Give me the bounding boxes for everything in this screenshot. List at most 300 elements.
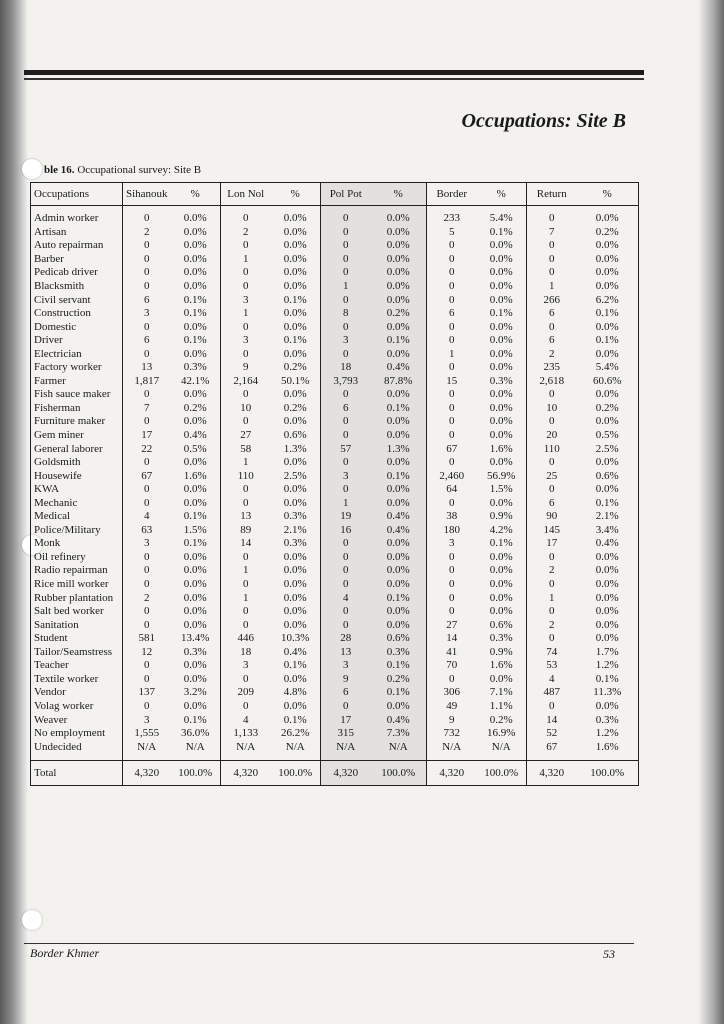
table-row: [31, 361, 639, 375]
percent-cell: 0.0%: [283, 483, 307, 496]
column-header-pct: %: [171, 183, 221, 206]
total-cell: 4,320: [221, 760, 271, 785]
count-cell: 3: [321, 469, 371, 483]
table-row: [31, 496, 639, 510]
percent-cell: 0.0%: [183, 320, 207, 333]
count-cell: 0: [123, 483, 171, 497]
count-cell: 4: [527, 673, 577, 687]
percent-cell: 0.1%: [371, 402, 427, 416]
count-cell: 27: [221, 429, 271, 443]
table-row: [31, 280, 639, 294]
percent-cell: 16.9%: [487, 727, 516, 740]
percent-cell: 1.7%: [595, 645, 619, 658]
percent-cell: 0.0%: [183, 483, 207, 496]
percent-cell: 0.0%: [283, 239, 307, 252]
count-cell: 0: [321, 266, 371, 280]
count-cell: 0: [123, 659, 171, 673]
percent-cell: 0.0%: [371, 347, 427, 361]
percent-cell: 0.0%: [183, 550, 207, 563]
column-header-pct: %: [477, 183, 527, 206]
percent-cell: 3.4%: [595, 523, 619, 536]
percent-cell: 0.3%: [183, 361, 207, 374]
percent-cell: 0.3%: [489, 374, 513, 387]
table-row: [31, 293, 639, 307]
occupation-cell: Rubber plantation: [34, 591, 114, 604]
percent-cell: 0.1%: [283, 293, 307, 306]
table-row: [31, 673, 639, 687]
percent-cell: 0.0%: [595, 388, 619, 401]
count-cell: 2,460: [427, 469, 477, 483]
occupation-cell: Electrician: [34, 347, 82, 360]
percent-cell: 0.0%: [283, 672, 307, 685]
count-cell: 74: [527, 646, 577, 660]
count-cell: 20: [527, 429, 577, 443]
count-cell: 0: [123, 700, 171, 714]
count-cell: 0: [123, 496, 171, 510]
count-cell: 0: [427, 415, 477, 429]
percent-cell: 3.2%: [183, 686, 207, 699]
percent-cell: 0.1%: [489, 537, 513, 550]
occupation-cell: General laborer: [34, 442, 103, 455]
occupation-cell: Textile worker: [34, 672, 99, 685]
table-row: [31, 618, 639, 632]
count-cell: 235: [527, 361, 577, 375]
count-cell: 67: [527, 740, 577, 754]
count-cell: 6: [527, 334, 577, 348]
count-cell: 0: [221, 239, 271, 253]
percent-cell: 0.0%: [283, 618, 307, 631]
count-cell: 0: [321, 347, 371, 361]
count-cell: 0: [221, 483, 271, 497]
percent-cell: 0.0%: [371, 456, 427, 470]
percent-cell: 0.6%: [371, 632, 427, 646]
percent-cell: 4.8%: [283, 686, 307, 699]
occupation-cell: Radio repairman: [34, 564, 108, 577]
percent-cell: 0.1%: [595, 496, 619, 509]
percent-cell: 0.0%: [595, 550, 619, 563]
occupation-cell: Furniture maker: [34, 415, 106, 428]
table-row: [31, 510, 639, 524]
table-row: [31, 429, 639, 443]
percent-cell: 0.0%: [371, 483, 427, 497]
count-cell: 0: [123, 266, 171, 280]
occupation-cell: Domestic: [34, 320, 77, 333]
count-cell: 0: [427, 266, 477, 280]
percent-cell: 0.3%: [283, 537, 307, 550]
percent-cell: 0.0%: [489, 361, 513, 374]
count-cell: 6: [527, 496, 577, 510]
percent-cell: 0.6%: [489, 618, 513, 631]
table-row: [31, 578, 639, 592]
count-cell: 3: [123, 713, 171, 727]
percent-cell: 0.5%: [595, 429, 619, 442]
count-cell: 0: [221, 280, 271, 294]
count-cell: 0: [123, 212, 171, 226]
count-cell: 10: [221, 402, 271, 416]
percent-cell: 11.3%: [593, 686, 622, 699]
count-cell: 0: [221, 415, 271, 429]
percent-cell: 0.4%: [371, 361, 427, 375]
percent-cell: 0.0%: [371, 605, 427, 619]
table-row: [31, 320, 639, 334]
count-cell: 4: [123, 510, 171, 524]
count-cell: 14: [527, 713, 577, 727]
count-cell: 1: [321, 496, 371, 510]
percent-cell: 1.1%: [489, 699, 513, 712]
count-cell: 0: [123, 551, 171, 565]
count-cell: 0: [527, 605, 577, 619]
percent-cell: 26.2%: [281, 727, 310, 740]
percent-cell: 0.0%: [283, 252, 307, 265]
occupation-table: [30, 182, 639, 786]
count-cell: 0: [427, 388, 477, 402]
count-cell: 0: [123, 239, 171, 253]
count-cell: 0: [321, 564, 371, 578]
percent-cell: 0.0%: [283, 496, 307, 509]
percent-cell: 5.4%: [489, 212, 513, 225]
percent-cell: 1.6%: [595, 740, 619, 753]
count-cell: 0: [427, 280, 477, 294]
percent-cell: 0.0%: [183, 456, 207, 469]
count-cell: 10: [527, 402, 577, 416]
total-cell: 4,320: [527, 760, 577, 785]
table-row: [31, 347, 639, 361]
percent-cell: 0.1%: [183, 307, 207, 320]
percent-cell: N/A: [185, 740, 205, 753]
count-cell: 17: [123, 429, 171, 443]
table-row: [31, 632, 639, 646]
footer-rule: [24, 943, 634, 944]
percent-cell: 0.0%: [489, 347, 513, 360]
count-cell: 3: [321, 334, 371, 348]
percent-cell: 0.0%: [371, 578, 427, 592]
percent-cell: 0.0%: [283, 266, 307, 279]
count-cell: 3: [321, 659, 371, 673]
percent-cell: 0.0%: [489, 239, 513, 252]
percent-cell: 0.0%: [183, 591, 207, 604]
count-cell: 6: [123, 334, 171, 348]
occupation-cell: Mechanic: [34, 496, 78, 509]
count-cell: 145: [527, 524, 577, 538]
percent-cell: 0.1%: [283, 713, 307, 726]
percent-cell: 1.3%: [371, 442, 427, 456]
count-cell: 9: [221, 361, 271, 375]
percent-cell: 2.1%: [595, 510, 619, 523]
count-cell: 1: [221, 456, 271, 470]
count-cell: 306: [427, 686, 477, 700]
percent-cell: 7.3%: [371, 727, 427, 741]
count-cell: 487: [527, 686, 577, 700]
percent-cell: 0.1%: [489, 225, 513, 238]
count-cell: 0: [527, 320, 577, 334]
percent-cell: 0.0%: [183, 239, 207, 252]
count-cell: 0: [221, 496, 271, 510]
percent-cell: 0.0%: [489, 415, 513, 428]
percent-cell: 0.1%: [183, 334, 207, 347]
percent-cell: 0.0%: [371, 320, 427, 334]
percent-cell: 0.0%: [183, 564, 207, 577]
percent-cell: 0.0%: [371, 266, 427, 280]
count-cell: 0: [321, 212, 371, 226]
percent-cell: 0.1%: [489, 307, 513, 320]
count-cell: 0: [123, 578, 171, 592]
percent-cell: N/A: [371, 740, 427, 754]
percent-cell: 0.0%: [183, 618, 207, 631]
percent-cell: 0.2%: [183, 401, 207, 414]
column-header-sihanouk: Sihanouk: [123, 183, 171, 206]
percent-cell: 0.0%: [489, 672, 513, 685]
count-cell: 0: [321, 226, 371, 240]
count-cell: N/A: [123, 740, 171, 754]
table-row: [31, 713, 639, 727]
table-row: [31, 402, 639, 416]
count-cell: 58: [221, 442, 271, 456]
count-cell: 0: [321, 483, 371, 497]
occupation-cell: Teacher: [34, 659, 69, 672]
percent-cell: 36.0%: [181, 727, 210, 740]
count-cell: 0: [123, 564, 171, 578]
count-cell: 7: [527, 226, 577, 240]
percent-cell: 87.8%: [371, 375, 427, 389]
percent-cell: 0.2%: [489, 713, 513, 726]
percent-cell: 0.0%: [371, 429, 427, 443]
count-cell: 209: [221, 686, 271, 700]
occupation-cell: Construction: [34, 307, 91, 320]
count-cell: 13: [123, 361, 171, 375]
percent-cell: 0.1%: [283, 659, 307, 672]
column-header-lon-nol: Lon Nol: [221, 183, 271, 206]
page-title: Occupations: Site B: [461, 110, 626, 132]
count-cell: 16: [321, 524, 371, 538]
percent-cell: 0.0%: [371, 618, 427, 632]
percent-cell: 0.0%: [283, 415, 307, 428]
count-cell: 0: [221, 388, 271, 402]
count-cell: 0: [427, 320, 477, 334]
count-cell: 90: [527, 510, 577, 524]
percent-cell: 0.0%: [371, 239, 427, 253]
percent-cell: 0.0%: [183, 225, 207, 238]
count-cell: 0: [427, 673, 477, 687]
table-row: [31, 253, 639, 267]
percent-cell: 0.3%: [595, 713, 619, 726]
occupation-cell: Tailor/Seamstress: [34, 645, 113, 658]
count-cell: 89: [221, 524, 271, 538]
table-row: [31, 605, 639, 619]
percent-cell: 0.0%: [489, 605, 513, 618]
count-cell: 63: [123, 524, 171, 538]
count-cell: 0: [221, 700, 271, 714]
percent-cell: 0.3%: [489, 632, 513, 645]
total-cell: 4,320: [123, 760, 171, 785]
occupation-cell: Barber: [34, 252, 64, 265]
total-cell: 100.0%: [577, 760, 639, 785]
percent-cell: 0.0%: [183, 212, 207, 225]
occupation-cell: Undecided: [34, 740, 82, 753]
table-row: [31, 564, 639, 578]
percent-cell: 0.1%: [595, 307, 619, 320]
percent-cell: 0.0%: [371, 253, 427, 267]
count-cell: 0: [221, 618, 271, 632]
table-row: [31, 591, 639, 605]
count-cell: 0: [427, 361, 477, 375]
percent-cell: 0.0%: [489, 456, 513, 469]
count-cell: 0: [221, 673, 271, 687]
count-cell: 0: [221, 578, 271, 592]
table-header-row: [31, 183, 639, 206]
count-cell: 41: [427, 646, 477, 660]
count-cell: 1,133: [221, 727, 271, 741]
occupation-cell: Artisan: [34, 225, 67, 238]
column-header-pct: %: [271, 183, 321, 206]
count-cell: 0: [221, 605, 271, 619]
percent-cell: 0.0%: [371, 293, 427, 307]
percent-cell: N/A: [491, 740, 511, 753]
count-cell: 14: [221, 537, 271, 551]
scan-left-edge: [0, 0, 28, 1024]
occupation-cell: Monk: [34, 537, 61, 550]
percent-cell: 0.0%: [595, 252, 619, 265]
occupation-cell: Gem miner: [34, 429, 84, 442]
count-cell: 266: [527, 293, 577, 307]
total-cell: 4,320: [427, 760, 477, 785]
percent-cell: 56.9%: [487, 469, 516, 482]
occupation-cell: KWA: [34, 483, 60, 496]
table-caption: [44, 164, 201, 176]
count-cell: 6: [527, 307, 577, 321]
count-cell: 1: [221, 307, 271, 321]
occupation-cell: Farmer: [34, 374, 66, 387]
percent-cell: 0.1%: [371, 686, 427, 700]
percent-cell: 0.0%: [595, 212, 619, 225]
percent-cell: 0.0%: [595, 239, 619, 252]
percent-cell: 0.3%: [283, 510, 307, 523]
count-cell: 3: [221, 293, 271, 307]
count-cell: 17: [527, 537, 577, 551]
table-caption-text: Occupational survey: Site B: [77, 164, 202, 176]
count-cell: 1: [221, 591, 271, 605]
page-number: 53: [603, 947, 615, 961]
count-cell: 0: [123, 320, 171, 334]
count-cell: 1: [527, 280, 577, 294]
percent-cell: 0.5%: [183, 442, 207, 455]
percent-cell: 0.0%: [489, 252, 513, 265]
percent-cell: 0.4%: [283, 645, 307, 658]
count-cell: 315: [321, 727, 371, 741]
percent-cell: 0.0%: [371, 700, 427, 714]
percent-cell: 0.1%: [183, 293, 207, 306]
percent-cell: 1.5%: [183, 523, 207, 536]
total-row: [31, 760, 639, 785]
count-cell: 0: [321, 388, 371, 402]
percent-cell: 0.0%: [489, 388, 513, 401]
percent-cell: 0.3%: [183, 645, 207, 658]
table-row: [31, 307, 639, 321]
occupation-cell: Oil refinery: [34, 550, 86, 563]
percent-cell: 0.4%: [371, 713, 427, 727]
count-cell: 0: [123, 253, 171, 267]
count-cell: 180: [427, 524, 477, 538]
count-cell: 0: [321, 415, 371, 429]
count-cell: 0: [527, 266, 577, 280]
count-cell: 0: [427, 591, 477, 605]
count-cell: 0: [427, 334, 477, 348]
percent-cell: 0.0%: [595, 456, 619, 469]
percent-cell: 0.2%: [595, 225, 619, 238]
count-cell: 2: [221, 226, 271, 240]
percent-cell: 0.0%: [489, 429, 513, 442]
table-row: [31, 740, 639, 754]
count-cell: 13: [221, 510, 271, 524]
percent-cell: 1.6%: [489, 659, 513, 672]
count-cell: 0: [123, 618, 171, 632]
count-cell: 0: [527, 456, 577, 470]
count-cell: 0: [427, 564, 477, 578]
percent-cell: 0.0%: [371, 226, 427, 240]
percent-cell: 0.1%: [595, 672, 619, 685]
percent-cell: 0.3%: [371, 646, 427, 660]
percent-cell: 0.0%: [283, 347, 307, 360]
count-cell: N/A: [427, 740, 477, 754]
count-cell: 0: [123, 673, 171, 687]
percent-cell: 0.1%: [371, 591, 427, 605]
percent-cell: 0.0%: [489, 293, 513, 306]
percent-cell: 0.0%: [489, 550, 513, 563]
footer-title: Border Khmer: [30, 946, 100, 960]
count-cell: 3: [221, 659, 271, 673]
count-cell: 49: [427, 700, 477, 714]
punch-hole: [22, 910, 42, 930]
percent-cell: 0.4%: [595, 537, 619, 550]
percent-cell: 0.6%: [283, 429, 307, 442]
column-header-return: Return: [527, 183, 577, 206]
count-cell: 0: [427, 456, 477, 470]
count-cell: 0: [321, 537, 371, 551]
count-cell: 6: [427, 307, 477, 321]
percent-cell: 0.0%: [489, 591, 513, 604]
percent-cell: 0.0%: [371, 537, 427, 551]
count-cell: 1: [221, 564, 271, 578]
table-row: [31, 686, 639, 700]
occupation-cell: Rice mill worker: [34, 578, 109, 591]
count-cell: 0: [221, 212, 271, 226]
percent-cell: 0.0%: [183, 252, 207, 265]
column-header-pct: %: [371, 183, 427, 206]
table-row: [31, 266, 639, 280]
table-row: [31, 524, 639, 538]
table-row: [31, 442, 639, 456]
count-cell: 3: [427, 537, 477, 551]
percent-cell: 0.1%: [595, 334, 619, 347]
percent-cell: 0.4%: [183, 429, 207, 442]
percent-cell: 13.4%: [181, 632, 210, 645]
count-cell: 4: [321, 591, 371, 605]
percent-cell: 0.0%: [283, 456, 307, 469]
percent-cell: 0.0%: [489, 496, 513, 509]
total-cell: 100.0%: [371, 760, 427, 785]
percent-cell: 1.3%: [283, 442, 307, 455]
count-cell: 25: [527, 469, 577, 483]
percent-cell: 0.0%: [489, 564, 513, 577]
percent-cell: 0.0%: [283, 307, 307, 320]
count-cell: 0: [321, 551, 371, 565]
percent-cell: 1.2%: [595, 659, 619, 672]
count-cell: 67: [123, 469, 171, 483]
percent-cell: 0.0%: [283, 699, 307, 712]
occupation-cell: Police/Military: [34, 523, 101, 536]
table-row: [31, 483, 639, 497]
percent-cell: 0.1%: [183, 537, 207, 550]
percent-cell: 1.6%: [489, 442, 513, 455]
